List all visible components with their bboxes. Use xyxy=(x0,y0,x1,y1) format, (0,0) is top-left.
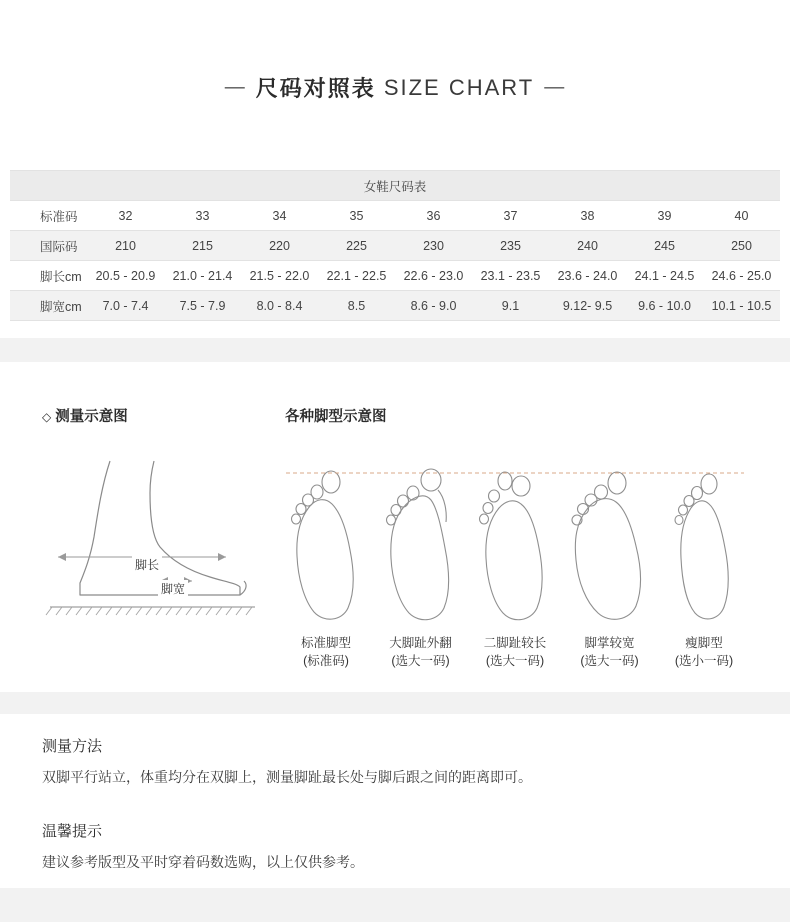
cell: 250 xyxy=(703,231,780,261)
cell: 8.5 xyxy=(318,291,395,321)
measure-heading-label: 测量示意图 xyxy=(55,409,128,425)
foot-side-svg xyxy=(40,455,260,625)
cell: 34 xyxy=(241,201,318,231)
cell: 38 xyxy=(549,201,626,231)
cell: 7.0 - 7.4 xyxy=(87,291,164,321)
measure-method-body: 双脚平行站立，体重均分在双脚上，测量脚趾最长处与脚后跟之间的距离即可。 xyxy=(42,769,532,785)
cell: 235 xyxy=(472,231,549,261)
table-row-foot-length xyxy=(10,261,780,291)
diamond-icon: ◇ xyxy=(42,410,52,424)
foot-type-wide xyxy=(564,460,656,670)
cell: 225 xyxy=(318,231,395,261)
cell: 40 xyxy=(703,201,780,231)
cell: 10.1 - 10.5 xyxy=(703,291,780,321)
cell: 240 xyxy=(549,231,626,261)
cell: 215 xyxy=(164,231,241,261)
title-dash-right: — xyxy=(544,76,566,98)
cell: 9.6 - 10.0 xyxy=(626,291,703,321)
foot-type-name: 脚掌较宽 xyxy=(584,636,635,650)
size-table xyxy=(10,170,780,321)
size-table-wrap xyxy=(10,170,780,321)
foot-type-note: (选大一码) xyxy=(580,654,639,668)
cell: 8.0 - 8.4 xyxy=(241,291,318,321)
cell: 39 xyxy=(626,201,703,231)
foot-width-label: 脚宽 xyxy=(158,580,188,597)
cell: 8.6 - 9.0 xyxy=(395,291,472,321)
cell: 23.1 - 23.5 xyxy=(472,261,549,291)
foot-type-long-second-toe xyxy=(469,460,561,670)
foot-length-label: 脚长 xyxy=(132,556,162,573)
table-caption-row xyxy=(10,171,780,201)
foot-type-note: (选小一码) xyxy=(674,654,734,668)
table-row-standard xyxy=(10,201,780,231)
cell: 20.5 - 20.9 xyxy=(87,261,164,291)
cell: 9.12- 9.5 xyxy=(549,291,626,321)
cell: 35 xyxy=(318,201,395,231)
cell: 7.5 - 7.9 xyxy=(164,291,241,321)
cell: 36 xyxy=(395,201,472,231)
measure-method-heading: 测量方法 xyxy=(42,738,103,755)
page-title xyxy=(0,72,790,103)
foot-type-note: (选大一码) xyxy=(485,654,545,668)
foot-types-row xyxy=(280,460,750,670)
cell: 24.6 - 25.0 xyxy=(703,261,780,291)
foot-type-narrow xyxy=(658,460,750,670)
tip-heading: 温馨提示 xyxy=(42,823,103,840)
foot-types-heading: 各种脚型示意图 xyxy=(285,409,387,425)
foot-type-name: 大脚趾外翻 xyxy=(389,636,452,650)
cell: 21.0 - 21.4 xyxy=(164,261,241,291)
cell: 37 xyxy=(472,201,549,231)
tip-body: 建议参考版型及平时穿着码数选购，以上仅供参考。 xyxy=(42,854,364,870)
foot-types-group xyxy=(280,450,750,670)
row-label: 脚宽cm xyxy=(10,291,87,321)
measure-diagram-heading xyxy=(42,405,128,426)
table-row-foot-width xyxy=(10,291,780,321)
divider-band-middle xyxy=(0,692,790,714)
cell: 22.1 - 22.5 xyxy=(318,261,395,291)
row-label: 标准码 xyxy=(10,201,87,231)
divider-band-bottom xyxy=(0,888,790,922)
cell: 245 xyxy=(626,231,703,261)
tip-block xyxy=(42,820,364,873)
cell: 33 xyxy=(164,201,241,231)
foot-type-name: 标准脚型 xyxy=(300,636,351,650)
alignment-guide-line xyxy=(280,458,750,488)
title-dash-left: — xyxy=(224,76,246,98)
foot-type-note: (标准码) xyxy=(303,654,349,668)
foot-type-name: 二脚趾较长 xyxy=(483,636,547,650)
cell: 230 xyxy=(395,231,472,261)
divider-band-top xyxy=(0,338,790,362)
cell: 23.6 - 24.0 xyxy=(549,261,626,291)
cell: 32 xyxy=(87,201,164,231)
cell: 22.6 - 23.0 xyxy=(395,261,472,291)
foot-measure-illustration xyxy=(40,455,260,625)
table-row-international xyxy=(10,231,780,261)
cell: 220 xyxy=(241,231,318,261)
foot-type-note: (选大一码) xyxy=(391,654,450,668)
page-title-en: SIZE CHART xyxy=(383,74,535,100)
cell: 21.5 - 22.0 xyxy=(241,261,318,291)
foot-type-standard xyxy=(280,460,372,670)
row-label: 国际码 xyxy=(10,231,87,261)
foot-type-name: 瘦脚型 xyxy=(685,636,723,650)
cell: 9.1 xyxy=(472,291,549,321)
cell: 210 xyxy=(87,231,164,261)
measure-method-block xyxy=(42,735,532,788)
cell: 24.1 - 24.5 xyxy=(626,261,703,291)
row-label: 脚长cm xyxy=(10,261,87,291)
page-title-cn: 尺码对照表 xyxy=(255,76,376,101)
foot-type-bunion xyxy=(375,460,467,670)
table-caption: 女鞋尺码表 xyxy=(10,171,780,201)
